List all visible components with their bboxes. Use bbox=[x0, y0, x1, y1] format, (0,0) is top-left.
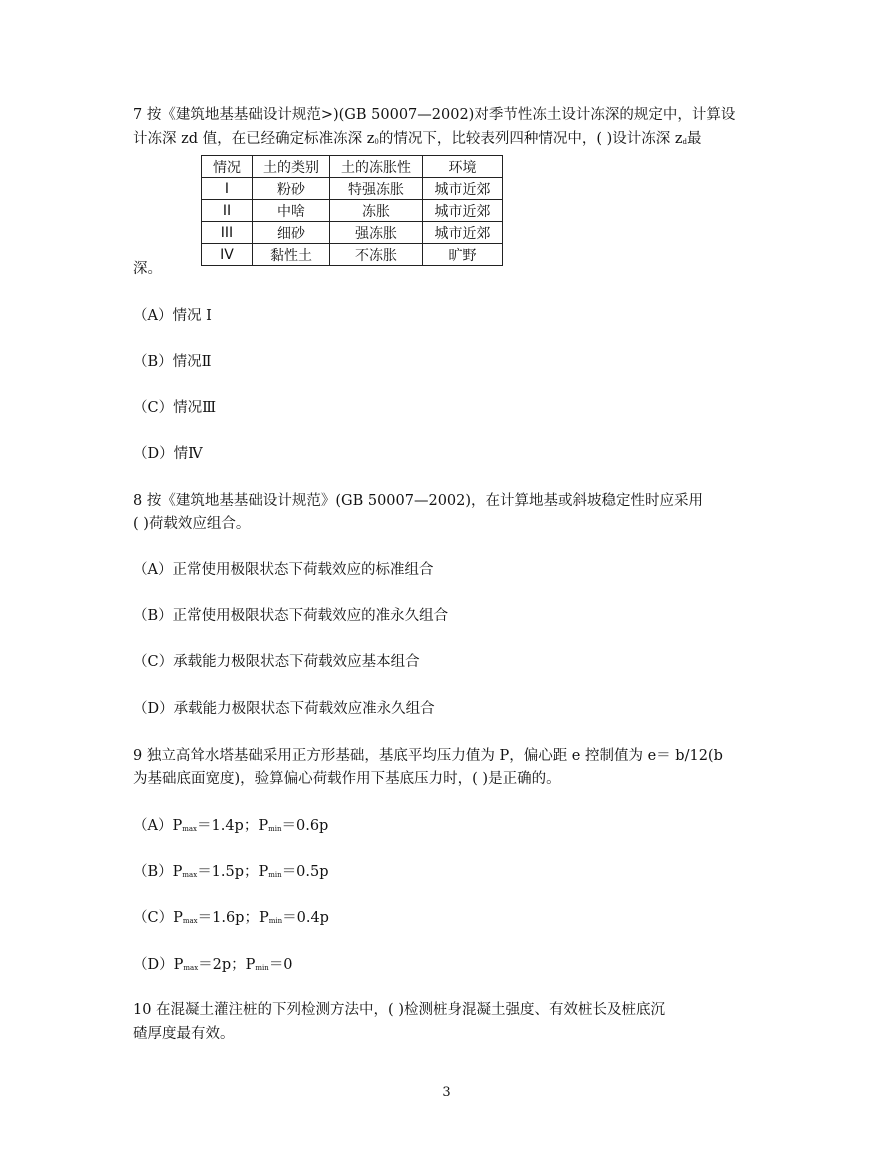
table-row bbox=[202, 200, 503, 222]
table-cell: 不冻胀 bbox=[330, 244, 423, 266]
option-value: ＝0 bbox=[268, 957, 293, 973]
table-cell: 细砂 bbox=[253, 222, 330, 244]
table-cell: 粉砂 bbox=[253, 178, 330, 200]
table-cell: 冻胀 bbox=[330, 200, 423, 222]
table-header-row bbox=[202, 156, 503, 178]
q7-line2 bbox=[133, 129, 702, 152]
q8-option-c: （C）承载能力极限状态下荷载效应基本组合 bbox=[133, 654, 420, 670]
q7-option-c: （C）情况Ⅲ bbox=[133, 400, 217, 416]
subscript-max: max bbox=[182, 917, 198, 925]
table-cell: 中啥 bbox=[253, 200, 330, 222]
table-cell: 强冻胀 bbox=[330, 222, 423, 244]
subscript-min: min bbox=[268, 871, 282, 879]
q10-line2: 碴厚度最有效。 bbox=[133, 1026, 235, 1042]
q8-option-d: （D）承载能力极限状态下荷载效应准永久组合 bbox=[133, 701, 435, 717]
option-value: ＝1.4p；P bbox=[197, 818, 269, 834]
q7-option-b: （B）情况Ⅱ bbox=[133, 354, 212, 370]
q9-option-d bbox=[133, 955, 293, 978]
option-label: （B）P bbox=[133, 864, 183, 880]
table-cell: III bbox=[202, 222, 253, 244]
table-cell: 旷野 bbox=[423, 244, 503, 266]
page-number: 3 bbox=[442, 1085, 451, 1100]
q7-table bbox=[201, 155, 503, 266]
q9-line1: 9 独立高耸水塔基础采用正方形基础，基底平均压力值为 P，偏心距 e 控制值为 e＝ b/12(b bbox=[133, 748, 723, 764]
q9-option-c bbox=[133, 908, 329, 931]
option-label: （A）P bbox=[133, 818, 183, 834]
table-cell: 城市近郊 bbox=[423, 222, 503, 244]
option-value: ＝2p；P bbox=[198, 957, 256, 973]
q7-line2-c: 最 bbox=[687, 131, 702, 147]
table-row bbox=[202, 244, 503, 266]
q9-option-a bbox=[133, 816, 328, 839]
q7-subscript-0: 0 bbox=[374, 138, 379, 146]
option-value: ＝0.4p bbox=[282, 910, 329, 926]
subscript-max: max bbox=[182, 871, 198, 879]
q7-option-a: （A）情况 I bbox=[133, 308, 212, 324]
table-cell: I bbox=[202, 178, 253, 200]
subscript-max: max bbox=[183, 964, 199, 972]
q8-option-a: （A）正常使用极限状态下荷载效应的标准组合 bbox=[133, 562, 434, 578]
subscript-max: max bbox=[182, 825, 197, 833]
subscript-min: min bbox=[268, 917, 283, 925]
table-header: 情况 bbox=[202, 156, 253, 178]
option-label: （C）P bbox=[133, 910, 183, 926]
option-label: （D）P bbox=[133, 957, 184, 973]
option-value: ＝1.5p；P bbox=[197, 864, 269, 880]
q7-line1: 7 按《建筑地基基础设计规范>)(GB 50007—2002)对季节性冻土设计冻深的规定中，计算设 bbox=[133, 107, 736, 123]
table-header: 土的冻胀性 bbox=[330, 156, 423, 178]
table-cell: IV bbox=[202, 244, 253, 266]
q7-option-d: （D）情Ⅳ bbox=[133, 446, 203, 462]
table-cell: 城市近郊 bbox=[423, 178, 503, 200]
q10-line1: 10 在混凝土灌注桩的下列检测方法中，( )检测桩身混凝土强度、有效桩长及桩底沉 bbox=[133, 1002, 665, 1018]
table-cell: II bbox=[202, 200, 253, 222]
q8-line1: 8 按《建筑地基基础设计规范》(GB 50007—2002)，在计算地基或斜坡稳定性时应采用 bbox=[133, 493, 704, 509]
q9-option-b bbox=[133, 862, 329, 885]
subscript-min: min bbox=[255, 964, 269, 972]
subscript-min: min bbox=[268, 825, 282, 833]
table-header: 环境 bbox=[423, 156, 503, 178]
table-cell: 黏性土 bbox=[253, 244, 330, 266]
table-row bbox=[202, 222, 503, 244]
table-header: 土的类别 bbox=[253, 156, 330, 178]
table-cell: 特强冻胀 bbox=[330, 178, 423, 200]
q7-line2-a: 计冻深 zd 值，在已经确定标准冻深 z bbox=[133, 131, 375, 147]
table-cell: 城市近郊 bbox=[423, 200, 503, 222]
option-value: ＝0.6p bbox=[281, 818, 329, 834]
table-row bbox=[202, 178, 503, 200]
q9-line2: 为基础底面宽度)，验算偏心荷载作用下基底压力时，( )是正确的。 bbox=[133, 771, 561, 787]
q7-line3: 深。 bbox=[133, 261, 162, 277]
q7-line2-b: 的情况下，比较表列四种情况中，( )设计冻深 z bbox=[378, 131, 683, 147]
q7-subscript-d: d bbox=[682, 138, 688, 146]
option-value: ＝1.6p；P bbox=[197, 910, 269, 926]
option-value: ＝0.5p bbox=[281, 864, 329, 880]
q8-line2: ( )荷载效应组合。 bbox=[133, 516, 251, 532]
q8-option-b: （B）正常使用极限状态下荷载效应的准永久组合 bbox=[133, 608, 449, 624]
